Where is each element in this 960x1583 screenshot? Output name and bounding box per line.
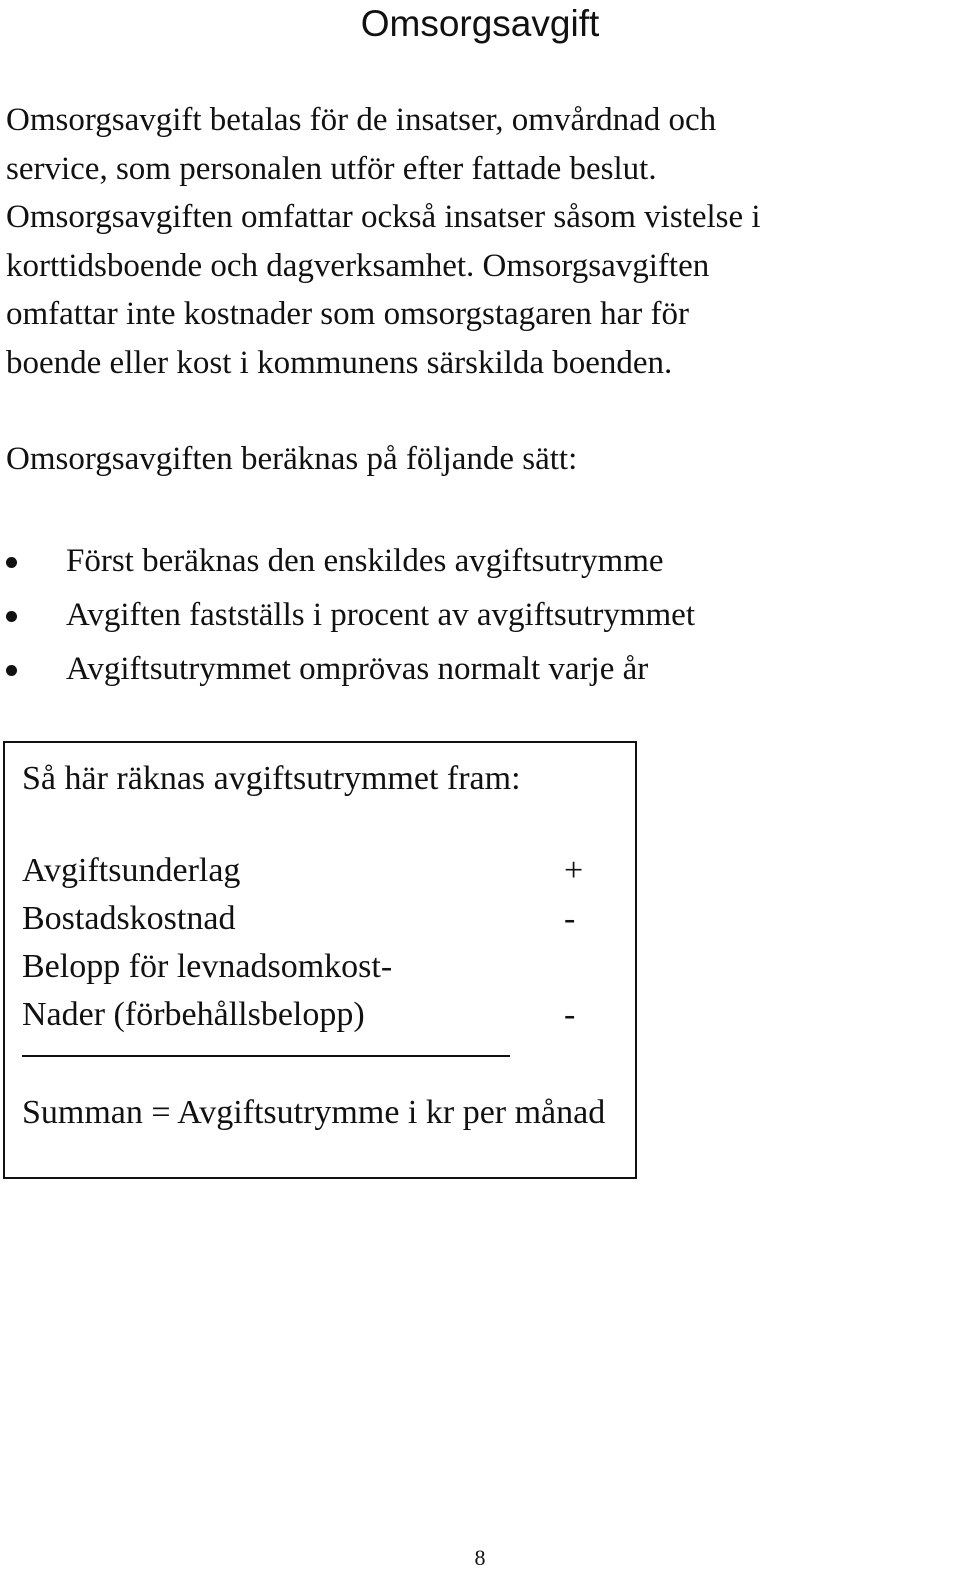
row-label: Belopp för levnadsomkost- (22, 948, 393, 985)
calculation-row (22, 991, 622, 1039)
bullet-icon (6, 665, 17, 676)
page-title: Omsorgsavgift (360, 3, 600, 44)
row-label: Avgiftsunderlag (22, 852, 241, 889)
calculation-heading: Så här räknas avgiftsutrymmet fram: (22, 760, 521, 797)
intro-line: omfattar inte kostnader som omsorgstagaren har för (6, 296, 690, 332)
row-label: Bostadskostnad (22, 900, 236, 937)
calculation-result: Summan = Avgiftsutrymme i kr per månad (22, 1094, 606, 1131)
bullet-icon (6, 557, 17, 568)
intro-line: korttidsboende och dagverksamhet. Omsorgsavgiften (6, 247, 710, 284)
row-sign: - (564, 996, 576, 1033)
intro-line: Omsorgsavgiften omfattar också insatser såsom vistelse i (6, 199, 761, 235)
calculation-box (3, 741, 637, 1179)
intro-line: service, som personalen utför efter fattade beslut. (6, 150, 657, 187)
step-text: Avgiftsutrymmet omprövas normalt varje år (66, 651, 649, 687)
row-label: Nader (förbehållsbelopp) (22, 996, 365, 1033)
step-text: Avgiften fastställs i procent av avgiftsutrymmet (66, 597, 695, 633)
intro-paragraph (6, 96, 956, 387)
page-number: 8 (474, 1545, 486, 1570)
step-text: Först beräknas den enskildes avgiftsutrymme (66, 543, 664, 579)
row-sign: + (564, 852, 584, 889)
intro-line: Omsorgsavgift betalas för de insatser, omvårdnad och (6, 102, 717, 138)
sum-divider (22, 1055, 510, 1057)
calculation-row (22, 943, 622, 991)
row-sign: - (564, 900, 576, 937)
calculation-row (22, 847, 622, 895)
bullet-icon (6, 611, 17, 622)
method-heading: Omsorgsavgiften beräknas på följande sätt: (6, 441, 578, 477)
intro-line: boende eller kost i kommunens särskilda boenden. (6, 344, 673, 381)
calculation-row (22, 895, 622, 943)
